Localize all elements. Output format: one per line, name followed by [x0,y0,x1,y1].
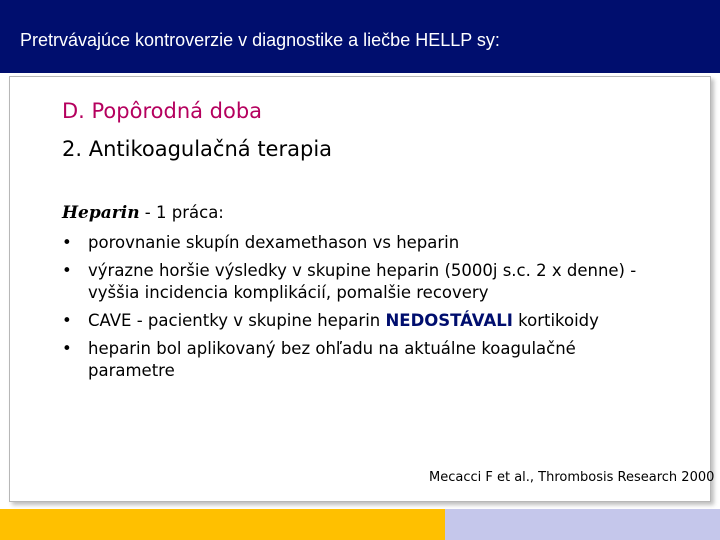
emphasis-text: NEDOSTÁVALI [385,311,513,330]
slide-title: Pretrvávajúce kontroverzie v diagnostike a liečbe HELLP sy: [20,30,500,50]
bullet-text-post: kortikoidy [512,311,599,330]
subsection-heading: 2. Antikoagulačná terapia [62,137,333,161]
footer-block [445,509,720,540]
intro-line [62,203,224,223]
bullet-text-line: heparin bol aplikovaný bez ohľadu na aktuálne koagulačné [88,339,576,358]
intro-text: - 1 práca: [139,203,224,222]
section-heading: D. Popôrodná doba [62,99,263,123]
citation: Mecacci F et al., Thrombosis Research 2000 [429,470,715,485]
bullet-text-line: vyššia incidencia komplikácií, pomalšie recovery [88,283,489,302]
bullet-icon: • [62,261,72,280]
bullet-icon: • [62,311,72,330]
bullet-text [88,310,688,332]
bullet-text [88,338,688,382]
title-bar [0,0,720,73]
bullet-text-line: výrazne horšie výsledky v skupine heparin (5000j s.c. 2 x denne) - [88,261,637,280]
intro-drug-name: Heparin [62,203,140,223]
bullet-text-line: parametre [88,361,175,380]
bullet-text [88,260,688,304]
bullet-icon: • [62,339,72,358]
bullet-text-pre: CAVE - pacientky v skupine heparin [88,311,386,330]
bullet-icon: • [62,233,72,252]
bullet-text: porovnanie skupín dexamethason vs heparin [88,233,460,252]
